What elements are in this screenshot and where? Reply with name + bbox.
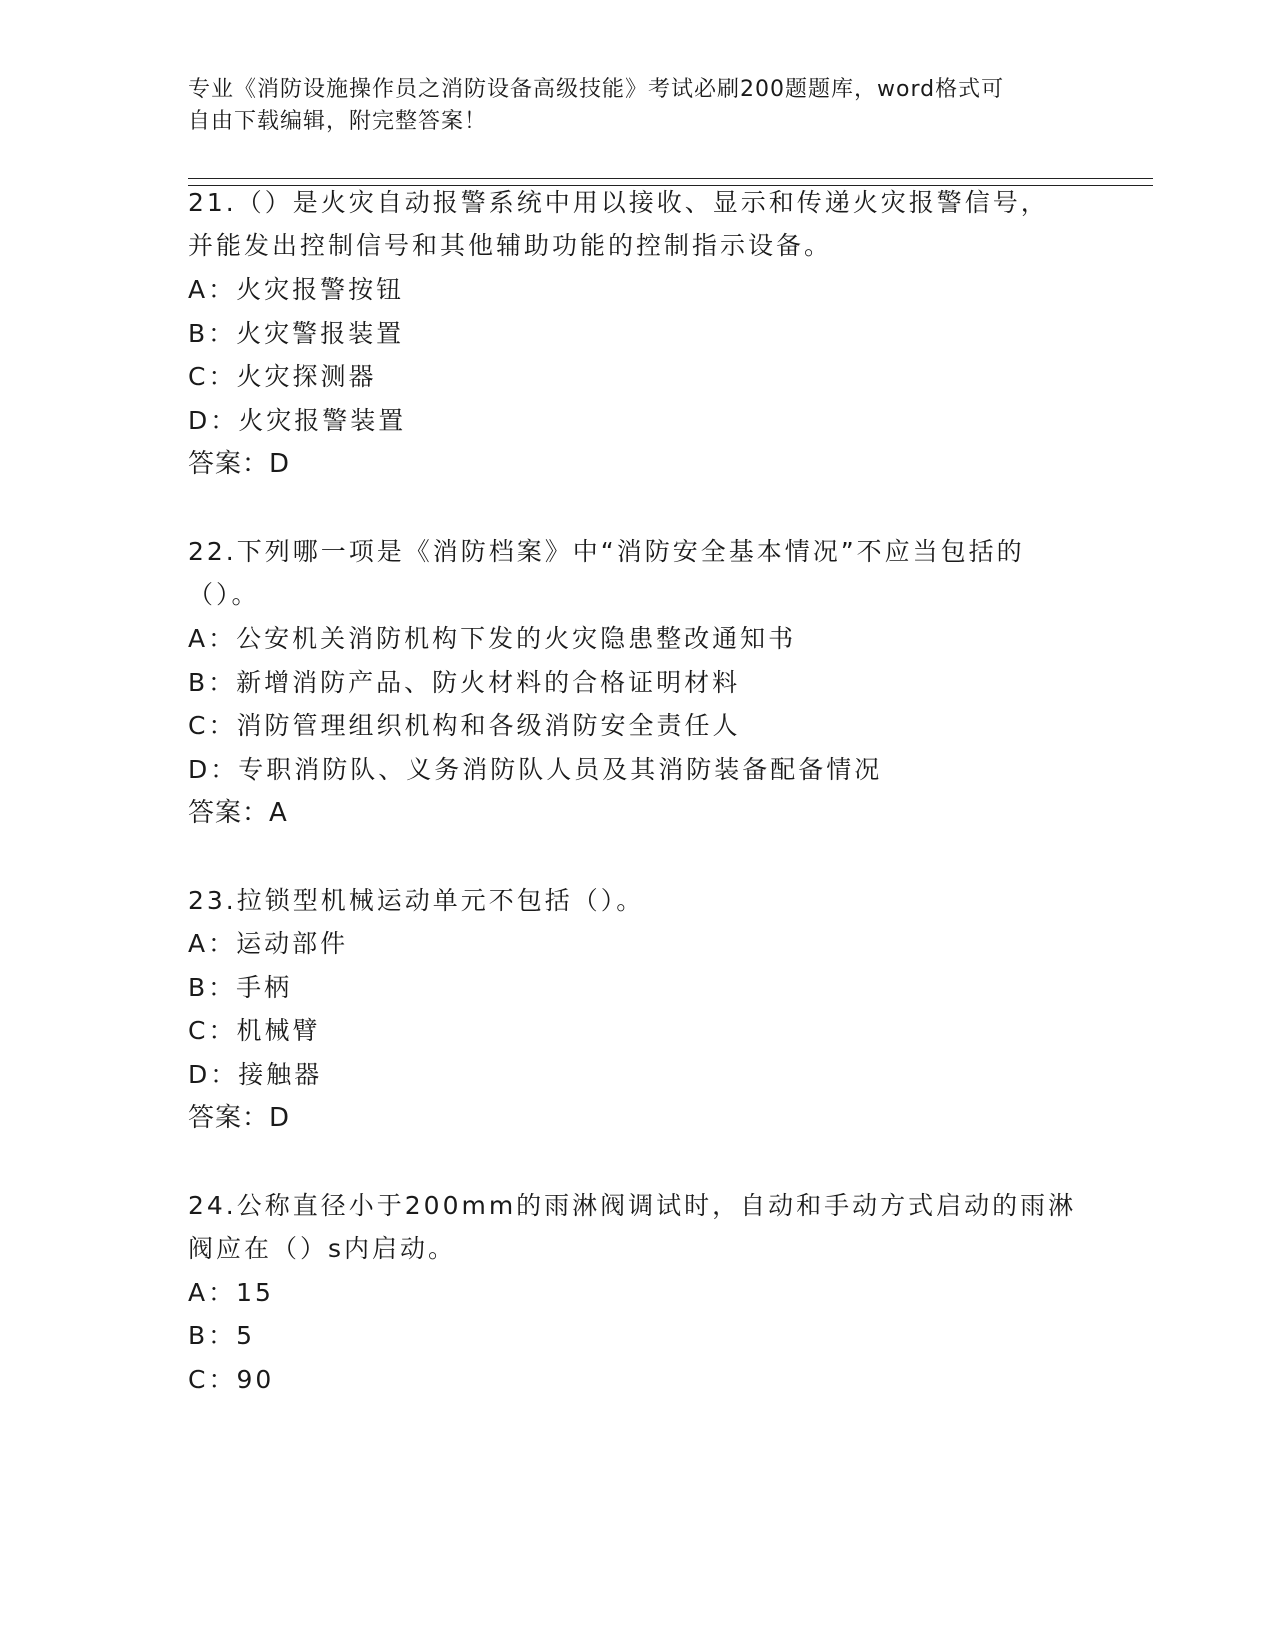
document-header <box>188 74 1088 138</box>
question-23-option-a: A：运动部件 <box>188 929 349 958</box>
question-21-option-d: D：火灾报警装置 <box>188 406 407 435</box>
question-23-answer: 答案：D <box>188 1103 291 1133</box>
question-24-stem-line-2: 阀应在（）s内启动。 <box>188 1234 457 1263</box>
question-21-stem-line-1: 21.（）是火灾自动报警系统中用以接收、显示和传递火灾报警信号， <box>188 188 1049 217</box>
question-24-stem-line-1: 24.公称直径小于200mm的雨淋阀调试时，自动和手动方式启动的雨淋 <box>188 1191 1077 1220</box>
header-divider <box>188 178 1153 186</box>
question-24-option-b: B：5 <box>188 1321 256 1350</box>
question-22-option-a: A：公安机关消防机构下发的火灾隐患整改通知书 <box>188 624 797 653</box>
question-23-option-b: B：手柄 <box>188 973 293 1002</box>
question-21-option-b: B：火灾警报装置 <box>188 319 405 348</box>
question-22-answer: 答案：A <box>188 798 288 828</box>
question-23-option-d: D：接触器 <box>188 1060 323 1089</box>
question-22-option-c: C：消防管理组织机构和各级消防安全责任人 <box>188 711 741 740</box>
question-24-option-a: A：15 <box>188 1278 274 1307</box>
question-21-option-c: C：火灾探测器 <box>188 362 377 391</box>
question-22-option-b: B：新增消防产品、防火材料的合格证明材料 <box>188 668 741 697</box>
question-24-option-c: C：90 <box>188 1365 275 1394</box>
question-23-option-c: C：机械臂 <box>188 1016 321 1045</box>
header-line-2: 自由下载编辑，附完整答案！ <box>188 109 488 134</box>
header-line-1: 专业《消防设施操作员之消防设备高级技能》考试必刷200题题库，word格式可 <box>188 77 1005 102</box>
question-21-stem-line-2: 并能发出控制信号和其他辅助功能的控制指示设备。 <box>188 231 833 260</box>
question-22-option-d: D：专职消防队、义务消防队人员及其消防装备配备情况 <box>188 755 883 784</box>
question-23-stem-line-1: 23.拉锁型机械运动单元不包括（）。 <box>188 886 645 915</box>
question-21-option-a: A：火灾报警按钮 <box>188 275 405 304</box>
question-22-stem-line-1: 22.下列哪一项是《消防档案》中“消防安全基本情况”不应当包括的 <box>188 537 1025 566</box>
question-21-answer: 答案：D <box>188 449 291 479</box>
question-22-stem-line-2: （）。 <box>188 580 260 609</box>
